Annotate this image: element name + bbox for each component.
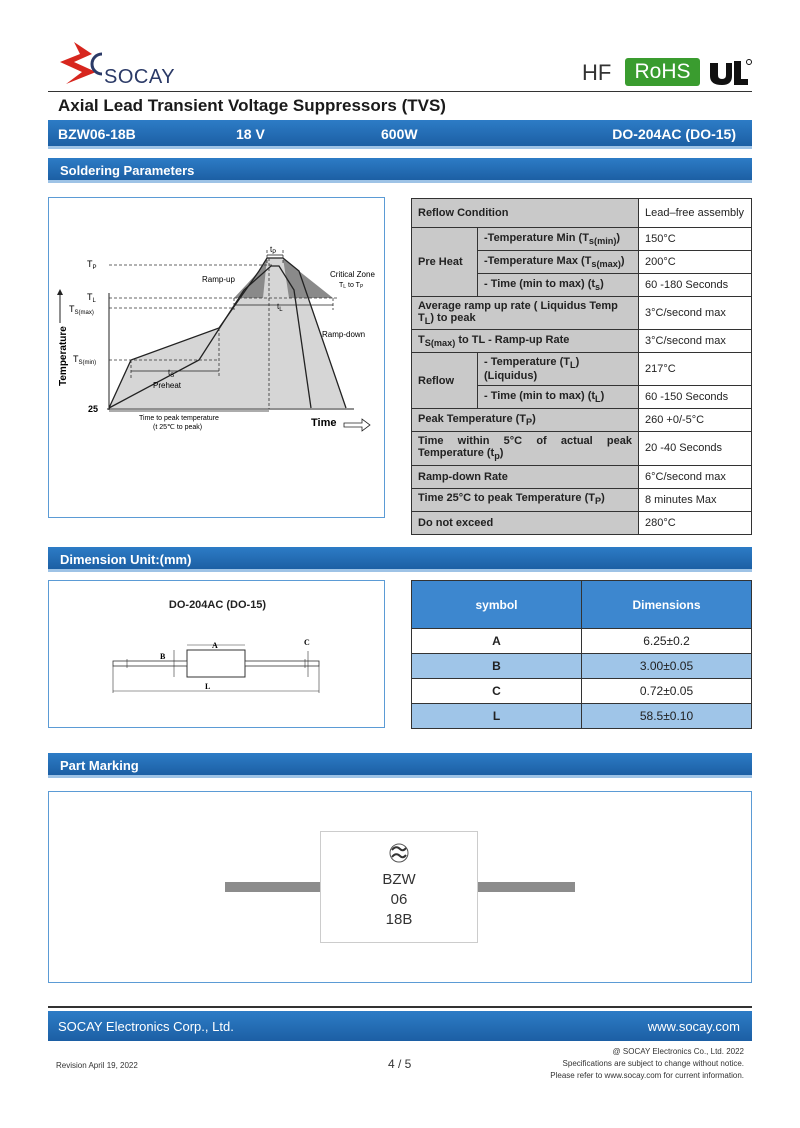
rohs-badge: RoHS [625,58,700,86]
package-body [187,650,245,677]
table-row [412,432,752,465]
page-number: 4 / 5 [388,1057,412,1071]
table-row [412,511,752,534]
reflow-conditions-table [411,198,752,535]
preheat-time-label: - Time (min to max) $(t_s)$ [478,274,639,297]
peak-temp-label: Peak Temperature $(T_P)$ [412,409,639,432]
package-drawing [49,581,386,729]
table-row [412,704,752,729]
package-type: DO-204AC (DO-15) [612,126,736,142]
label-tl: $T_L$ [87,292,96,304]
footer-company: SOCAY Electronics Corp., Ltd. [58,1019,234,1034]
footer-bar [48,1011,752,1041]
reflow-time-value: 60 -150 Seconds [639,386,752,409]
preheat-time-value: 60 -180 Seconds [639,274,752,297]
reflow-temp-value: 217°C [639,353,752,386]
brand-name: SOCAY [104,66,176,88]
marking-body [320,831,478,943]
label-tsmax: $T_{S(max)}$ [69,304,94,316]
socay-mark-icon [389,842,409,864]
ts-ramp-label: $T_{S(max)}$ to TL - Ramp-up Rate [412,330,639,353]
reflow-header-value: Lead–free assembly [639,199,752,228]
table-row [412,228,752,251]
marking-lead-left [225,882,321,892]
label-tsmin: $T_{S(min)}$ [73,354,97,366]
critical-zone-left [234,258,267,298]
label-25: 25 [88,404,99,414]
notice-line-2: Please refer to www.socay.com for current information. [550,1071,744,1080]
marking-line-3: 18B [385,911,413,928]
dimension-cell: 6.25±0.2 [582,629,752,654]
table-row [412,654,752,679]
table-row [412,629,752,654]
peak-temp-value: 260 +0/-5°C [639,409,752,432]
section-marking [48,753,752,778]
label-tl-bracket: $t_L$ [277,302,283,313]
col-dimensions: Dimensions [582,581,752,629]
reflow-time-label: - Time (min to max) $(t_L)$ [478,386,639,409]
dim-a-label: A [212,641,218,650]
preheat-max-label: -Temperature Max $(T_{s(max)})$ [478,251,639,274]
copyright: @ SOCAY Electronics Co., Ltd. 2022 [612,1047,744,1056]
ts-ramp-value: 3°C/second max [639,330,752,353]
ramp-down-label: Ramp-down Rate [412,465,639,488]
section-dimension [48,547,752,572]
table-row [412,330,752,353]
label-critical-zone-range: TL to TP [339,282,364,290]
section-dimension-title: Dimension Unit:(mm) [60,552,192,567]
table-row [412,465,752,488]
ul-mark-icon [706,57,752,87]
symbol-cell: B [412,654,582,679]
reflow-profile-chart [49,198,386,519]
section-soldering [48,158,752,183]
label-tp: $T_P$ [87,259,97,271]
power-rating: 600W [381,126,418,142]
time-within-peak-value: 20 -40 Seconds [639,432,752,465]
voltage-rating: 18 V [236,126,265,142]
do-not-exceed-value: 280°C [639,511,752,534]
page-title: Axial Lead Transient Voltage Suppressors (TVS) [58,96,446,115]
label-time-to-peak-range: (t 25℃ to peak) [153,424,203,431]
dim-c-label: C [304,638,310,647]
lead-left [113,661,187,666]
table-row [412,409,752,432]
time-within-peak-label: Time within 5°C of actual peak Temperature $(t_p)$ [412,432,639,465]
part-number: BZW06-18B [58,126,136,142]
symbol-cell: A [412,629,582,654]
preheat-min-value: 150°C [639,228,752,251]
dimension-cell: 58.5±0.10 [582,704,752,729]
marking-lead-right [478,882,575,892]
section-soldering-title: Soldering Parameters [60,163,195,178]
dim-b-label: B [160,652,166,661]
label-time-to-peak: Time to peak temperature [139,415,219,422]
dimensions-table [411,580,752,729]
label-critical-zone: Critical Zone [330,270,375,279]
reflow-header-label: Reflow Condition [412,199,639,228]
preheat-group: Pre Heat [412,228,478,297]
package-title: DO-204AC (DO-15) [168,599,267,611]
notice-line-1: Specifications are subject to change without notice. [562,1059,744,1068]
symbol-cell: C [412,679,582,704]
table-row [412,581,752,629]
reflow-profile-panel [48,197,385,518]
package-drawing-panel [48,580,385,728]
dimension-cell: 0.72±0.05 [582,679,752,704]
avg-ramp-value: 3°C/second max [639,297,752,330]
table-row [412,488,752,511]
avg-ramp-label: Average ramp up rate ( Liquidus Temp $T_L$) to peak [412,297,639,330]
label-ramp-down: Ramp-down [322,330,366,339]
footer-website[interactable]: www.socay.com [647,1019,740,1034]
label-preheat: Preheat [153,381,182,390]
time-arrow-icon [344,419,370,431]
footer-rule [48,1006,752,1008]
time-25-label: Time 25°C to peak Temperature $(T_P)$ [412,488,639,511]
y-axis-title: Temperature [58,326,69,386]
spec-bar [48,120,752,149]
table-row [412,297,752,330]
x-axis-title: Time [311,417,337,429]
preheat-max-value: 200°C [639,251,752,274]
label-tp-bracket: $t_P$ [270,245,277,256]
do-not-exceed-label: Do not exceed [412,511,639,534]
label-ramp-up: Ramp-up [202,275,235,284]
revision-date: Revision April 19, 2022 [56,1061,138,1070]
symbol-cell: L [412,704,582,729]
reflow-group: Reflow [412,353,478,409]
ramp-down-value: 6°C/second max [639,465,752,488]
preheat-min-label: -Temperature Min $(T_{s(min)})$ [478,228,639,251]
header-rule [48,91,752,92]
time-25-value: 8 minutes Max [639,488,752,511]
section-marking-title: Part Marking [60,758,139,773]
col-symbol: symbol [412,581,582,629]
table-row [412,199,752,228]
table-row [412,353,752,386]
hf-label: HF [582,60,612,85]
marking-line-1: BZW [382,871,416,888]
dimension-cell: 3.00±0.05 [582,654,752,679]
reflow-temp-label: - Temperature $(T_L)$ (Liquidus) [478,353,639,386]
marking-line-2: 06 [390,891,408,908]
label-ts-bracket: $t_S$ [168,368,175,379]
table-row [412,679,752,704]
dim-l-label: L [205,682,211,691]
